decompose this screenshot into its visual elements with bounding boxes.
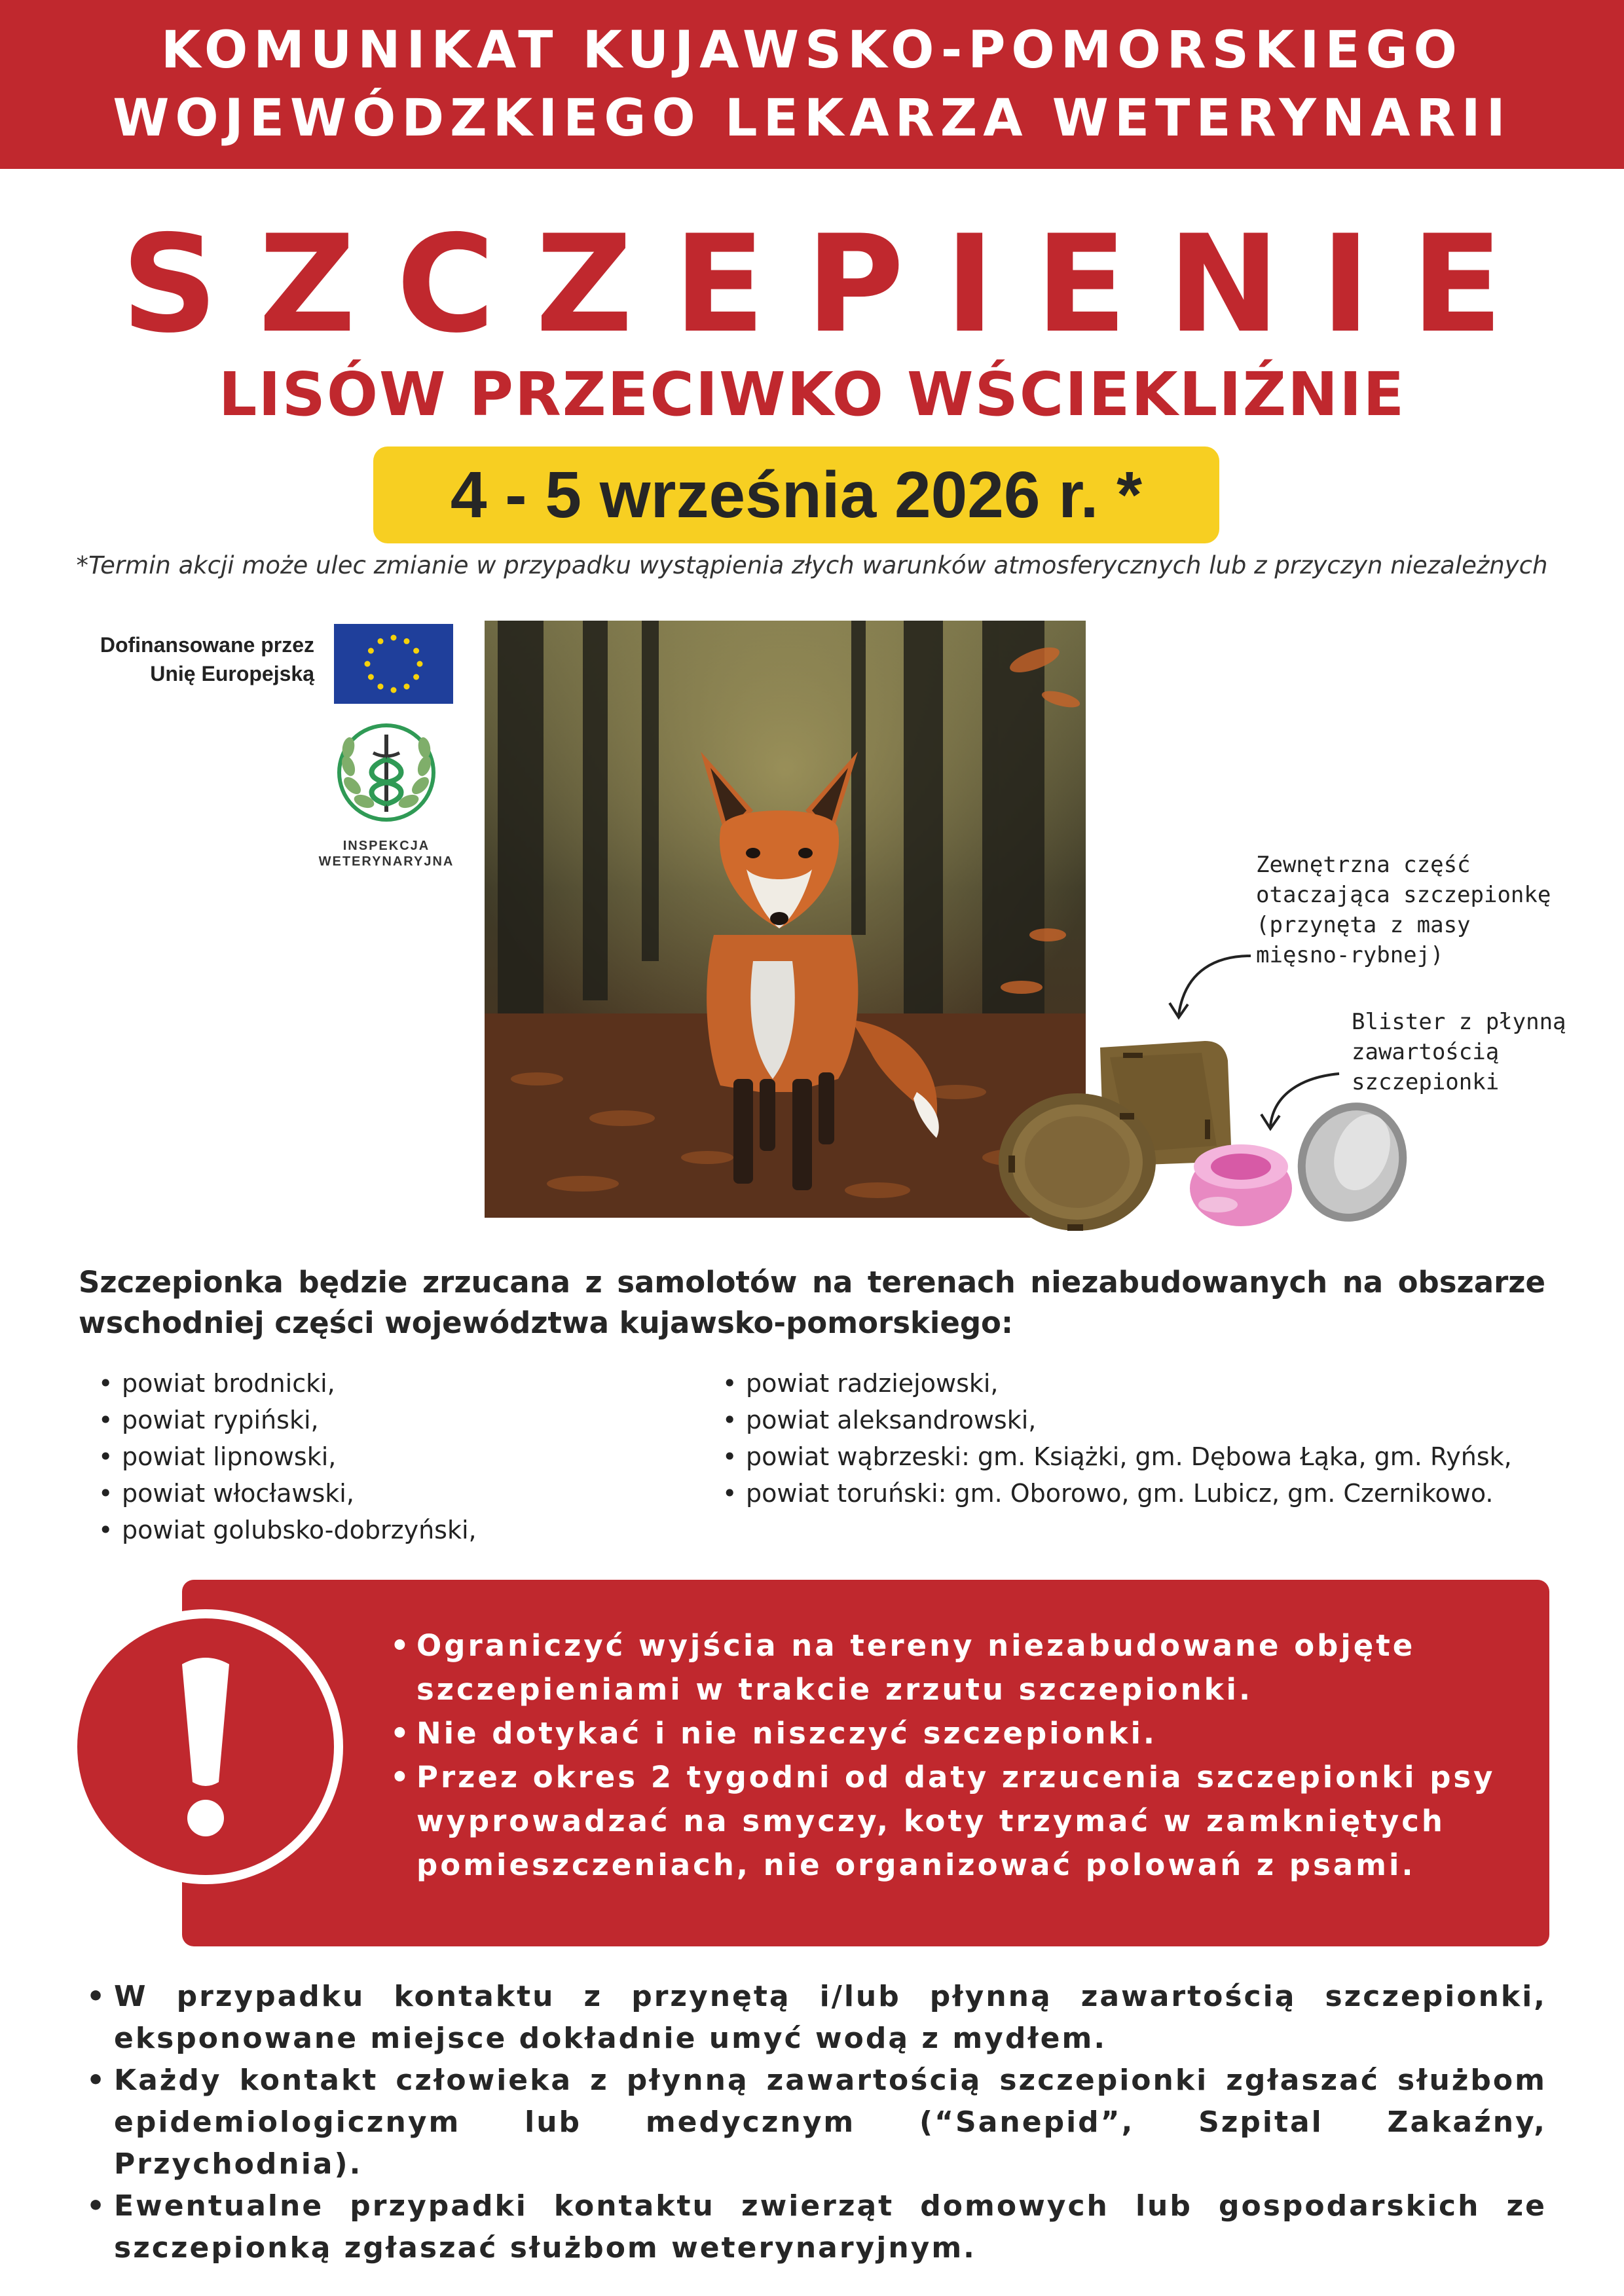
note-blister-line-3: szczepionki — [1352, 1069, 1500, 1095]
inspection-text — [314, 838, 458, 869]
district-item: • powiat brodnicki, — [98, 1365, 477, 1402]
district-item: • powiat golubsko-dobrzyński, — [98, 1512, 477, 1548]
eu-funding-text — [79, 630, 314, 688]
inspection-line-1: INSPEKCJA — [342, 839, 430, 853]
contact-item: • W przypadku kontaktu z przynętą i/lub płynną zawartością szczepionki, eksponowane miejsce dokładnie umyć wodą z mydłem. — [86, 1976, 1547, 2060]
warning-item: • Ograniczyć wyjścia na tereny niezabudowane objęte — [390, 1624, 1517, 1667]
eu-text-line-1: Dofinansowane przez — [100, 633, 314, 657]
warning-list — [390, 1624, 1517, 1887]
district-item: • powiat radziejowski, — [722, 1365, 1512, 1402]
warning-item: • Przez okres 2 tygodni od daty zrzucenia szczepionki psy — [390, 1755, 1517, 1799]
header-line-1: KOMUNIKAT KUJAWSKO-POMORSKIEGO — [161, 21, 1463, 80]
warning-item: • Nie dotykać i nie niszczyć szczepionki. — [390, 1711, 1517, 1755]
annotation-arrows — [1166, 936, 1362, 1133]
note-outer-line-4: mięsno-rybnej) — [1256, 942, 1444, 968]
footnote: *Termin akcji może ulec zmianie w przypadku wystąpienia złych warunków atmosferycznych lub z przyczyn niezależnych — [76, 551, 1548, 579]
contact-item: • Ewentualne przypadki kontaktu zwierząt domowych lub gospodarskich ze szczepionką zgłaszać służbom weterynaryjnym. — [86, 2185, 1547, 2269]
date-text: 4 - 5 września 2026 r. * — [450, 458, 1143, 532]
district-item: • powiat wąbrzeski: gm. Książki, gm. Dębowa Łąka, gm. Ryńsk, — [722, 1438, 1512, 1475]
exclamation-icon — [77, 1618, 334, 1875]
arrow-outer-icon — [1179, 956, 1251, 1015]
date-badge — [373, 446, 1219, 543]
note-blister-line-2: zawartością — [1352, 1039, 1500, 1065]
eu-text-line-2: Unię Europejską — [150, 662, 314, 685]
contact-instructions — [86, 1976, 1547, 2269]
arrow-blister-icon — [1270, 1074, 1339, 1126]
main-title: SZCZEPIENIE — [121, 207, 1543, 363]
district-item: • powiat rypiński, — [98, 1402, 477, 1438]
subtitle: LISÓW PRZECIWKO WŚCIEKLIŹNIE — [218, 359, 1406, 429]
district-list-right — [722, 1365, 1512, 1512]
eu-funding-logo — [79, 624, 458, 704]
note-outer-line-3: (przynęta z masy — [1256, 912, 1471, 938]
header-line-2: WOJEWÓDZKIEGO LEKARZA WETERYNARII — [113, 89, 1511, 148]
warning-item-continued: szczepieniami w trakcie zrzutu szczepionki. — [416, 1672, 1253, 1707]
district-item: • powiat toruński: gm. Oborowo, gm. Lubicz, gm. Czernikowo. — [722, 1475, 1512, 1512]
note-blister — [1352, 1007, 1566, 1097]
district-list-left — [98, 1365, 477, 1548]
note-blister-line-1: Blister z płynną — [1352, 1009, 1566, 1035]
contact-item: • Każdy kontakt człowieka z płynną zawartością szczepionki zgłaszać służbom epidemiologicznym lub medycznym (“Sanepid”, Szpital Zakaźny, Przychodnia). — [86, 2060, 1547, 2185]
eu-flag-icon — [334, 624, 453, 704]
note-outer-line-1: Zewnętrzna część — [1256, 852, 1471, 878]
district-item: • powiat lipnowski, — [98, 1438, 477, 1475]
district-item: • powiat włocławski, — [98, 1475, 477, 1512]
veterinary-inspection-logo — [314, 720, 458, 884]
district-item: • powiat aleksandrowski, — [722, 1402, 1512, 1438]
inspection-line-2: WETERYNARYJNA — [318, 854, 454, 869]
warning-item-continued: wyprowadzać na smyczy, koty trzymać w zamkniętych — [416, 1804, 1445, 1838]
intro-paragraph: Szczepionka będzie zrzucana z samolotów na terenach niezabudowanych na obszarze wschodniej części województwa kujawsko-pomorskiego: — [79, 1265, 1545, 1340]
warning-item-continued: pomieszczeniach, nie organizować polowań z psami. — [416, 1848, 1416, 1882]
header-band — [0, 0, 1624, 169]
note-outer-line-2: otaczająca szczepionkę — [1256, 882, 1551, 908]
caduceus-wreath-icon — [321, 720, 452, 831]
